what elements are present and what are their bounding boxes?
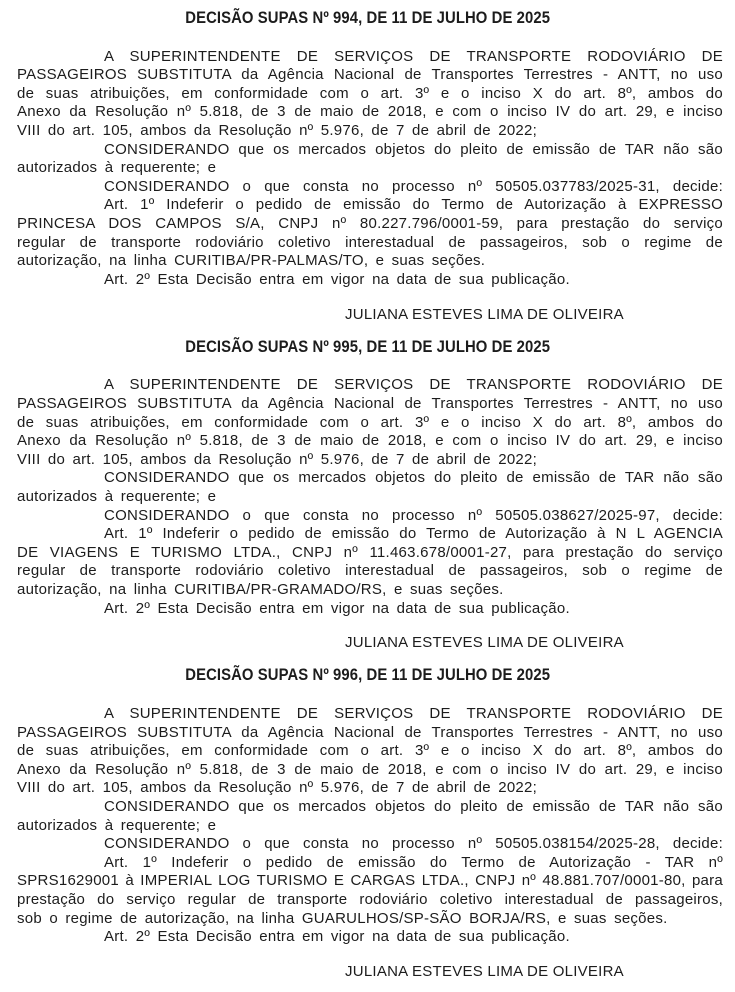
considerando-paragraph: [17, 798, 723, 835]
article-2-paragraph: [17, 271, 723, 290]
text-line: VIII do art. 105, ambos da Resolução nº 5.976, de 7 de abril de 2022;: [17, 779, 538, 797]
decision-title: DECISÃO SUPAS Nº 996, DE 11 DE JULHO DE 2025: [185, 666, 550, 685]
text-line: PASSAGEIROS SUBSTITUTA da Agência Nacional de Transportes Terrestres - ANTT, no uso: [17, 723, 723, 741]
text-line: SPRS1629001 à IMPERIAL LOG TURISMO E CARGAS LTDA., CNPJ nº 48.881.707/0001-80, para: [17, 872, 723, 890]
decision-996: [0, 657, 735, 985]
text-line: PRINCESA DOS CAMPOS S/A, CNPJ nº 80.227.796/0001-59, para prestação do serviço: [17, 215, 723, 233]
considerando-paragraph: [17, 469, 723, 506]
text-line: Art. 2º Esta Decisão entra em vigor na data de sua publicação.: [104, 270, 570, 288]
decision-body: [17, 376, 723, 618]
text-line: Anexo da Resolução nº 5.818, de 3 de maio de 2018, e com o inciso IV do art. 29, e inciso: [17, 760, 723, 778]
text-line: de suas atribuições, em conformidade com o art. 3º e o inciso X do art. 8º, ambos do: [17, 84, 723, 102]
article-1-paragraph: [17, 854, 723, 928]
text-line: prestação do serviço regular de transporte rodoviário coletivo interestadual de passageiros,: [17, 891, 723, 909]
article-1-paragraph: [17, 196, 723, 270]
signature-name: JULIANA ESTEVES LIMA DE OLIVEIRA: [345, 963, 624, 981]
signature-name: JULIANA ESTEVES LIMA DE OLIVEIRA: [345, 305, 624, 323]
text-line: autorização, na linha CURITIBA/PR-GRAMADO/RS, e suas seções.: [17, 580, 504, 598]
decision-title-row: [0, 665, 735, 685]
decision-995: [0, 329, 735, 657]
text-line: VIII do art. 105, ambos da Resolução nº 5.976, de 7 de abril de 2022;: [17, 450, 538, 468]
text-line: Art. 1º Indeferir o pedido de emissão do Termo de Autorização à N L AGENCIA: [104, 525, 723, 543]
signature-name: JULIANA ESTEVES LIMA DE OLIVEIRA: [345, 634, 624, 652]
text-line: CONSIDERANDO o que consta no processo nº 50505.038154/2025-28, decide:: [104, 835, 723, 853]
text-line: de suas atribuições, em conformidade com o art. 3º e o inciso X do art. 8º, ambos do: [17, 413, 723, 431]
text-line: autorização, na linha CURITIBA/PR-PALMAS/TO, e suas seções.: [17, 252, 486, 270]
text-line: Art. 1º Indeferir o pedido de emissão do Termo de Autorização - TAR nº: [104, 853, 723, 871]
text-line: CONSIDERANDO que os mercados objetos do pleito de emissão de TAR não são: [104, 798, 723, 816]
decision-title-row: [0, 8, 735, 28]
text-line: PASSAGEIROS SUBSTITUTA da Agência Nacional de Transportes Terrestres - ANTT, no uso: [17, 394, 723, 412]
preamble-paragraph: [17, 376, 723, 469]
text-line: Art. 2º Esta Decisão entra em vigor na data de sua publicação.: [104, 928, 570, 946]
considerando-process-paragraph: [17, 507, 723, 526]
decision-body: [17, 48, 723, 290]
text-line: A SUPERINTENDENTE DE SERVIÇOS DE TRANSPORTE RODOVIÁRIO DE: [104, 705, 723, 723]
decision-body: [17, 705, 723, 947]
decision-title: DECISÃO SUPAS Nº 995, DE 11 DE JULHO DE 2025: [185, 337, 550, 356]
decision-title-row: [0, 337, 735, 357]
text-line: regular de transporte rodoviário coletivo interestadual de passageiros, sob o regime de: [17, 233, 723, 251]
decision-994: [0, 0, 735, 328]
considerando-paragraph: [17, 141, 723, 178]
preamble-paragraph: [17, 705, 723, 798]
text-line: DE VIAGENS E TURISMO LTDA., CNPJ nº 11.463.678/0001-27, para prestação do serviço: [17, 543, 723, 561]
text-line: CONSIDERANDO o que consta no processo nº 50505.037783/2025-31, decide:: [104, 177, 723, 195]
article-2-paragraph: [17, 928, 723, 947]
article-1-paragraph: [17, 525, 723, 599]
text-line: Art. 2º Esta Decisão entra em vigor na data de sua publicação.: [104, 599, 570, 617]
text-line: CONSIDERANDO o que consta no processo nº 50505.038627/2025-97, decide:: [104, 506, 723, 524]
text-line: Anexo da Resolução nº 5.818, de 3 de maio de 2018, e com o inciso IV do art. 29, e inciso: [17, 103, 723, 121]
text-line: Art. 1º Indeferir o pedido de emissão do Termo de Autorização à EXPRESSO: [104, 196, 723, 214]
text-line: VIII do art. 105, ambos da Resolução nº 5.976, de 7 de abril de 2022;: [17, 122, 538, 140]
text-line: A SUPERINTENDENTE DE SERVIÇOS DE TRANSPORTE RODOVIÁRIO DE: [104, 47, 723, 65]
text-line: A SUPERINTENDENTE DE SERVIÇOS DE TRANSPORTE RODOVIÁRIO DE: [104, 376, 723, 394]
considerando-process-paragraph: [17, 178, 723, 197]
decision-title: DECISÃO SUPAS Nº 994, DE 11 DE JULHO DE 2025: [185, 9, 550, 27]
text-line: CONSIDERANDO que os mercados objetos do pleito de emissão de TAR não são: [104, 469, 723, 487]
preamble-paragraph: [17, 48, 723, 141]
article-2-paragraph: [17, 600, 723, 619]
text-line: CONSIDERANDO que os mercados objetos do pleito de emissão de TAR não são: [104, 140, 723, 158]
considerando-process-paragraph: [17, 835, 723, 854]
text-line: autorizados à requerente; e: [17, 816, 217, 834]
text-line: de suas atribuições, em conformidade com o art. 3º e o inciso X do art. 8º, ambos do: [17, 742, 723, 760]
text-line: Anexo da Resolução nº 5.818, de 3 de maio de 2018, e com o inciso IV do art. 29, e inciso: [17, 432, 723, 450]
text-line: PASSAGEIROS SUBSTITUTA da Agência Nacional de Transportes Terrestres - ANTT, no uso: [17, 66, 723, 84]
text-line: autorizados à requerente; e: [17, 159, 217, 177]
text-line: sob o regime de autorização, na linha GUARULHOS/SP-SÃO BORJA/RS, e suas seções.: [17, 909, 668, 927]
text-line: regular de transporte rodoviário coletivo interestadual de passageiros, sob o regime de: [17, 562, 723, 580]
text-line: autorizados à requerente; e: [17, 487, 217, 505]
